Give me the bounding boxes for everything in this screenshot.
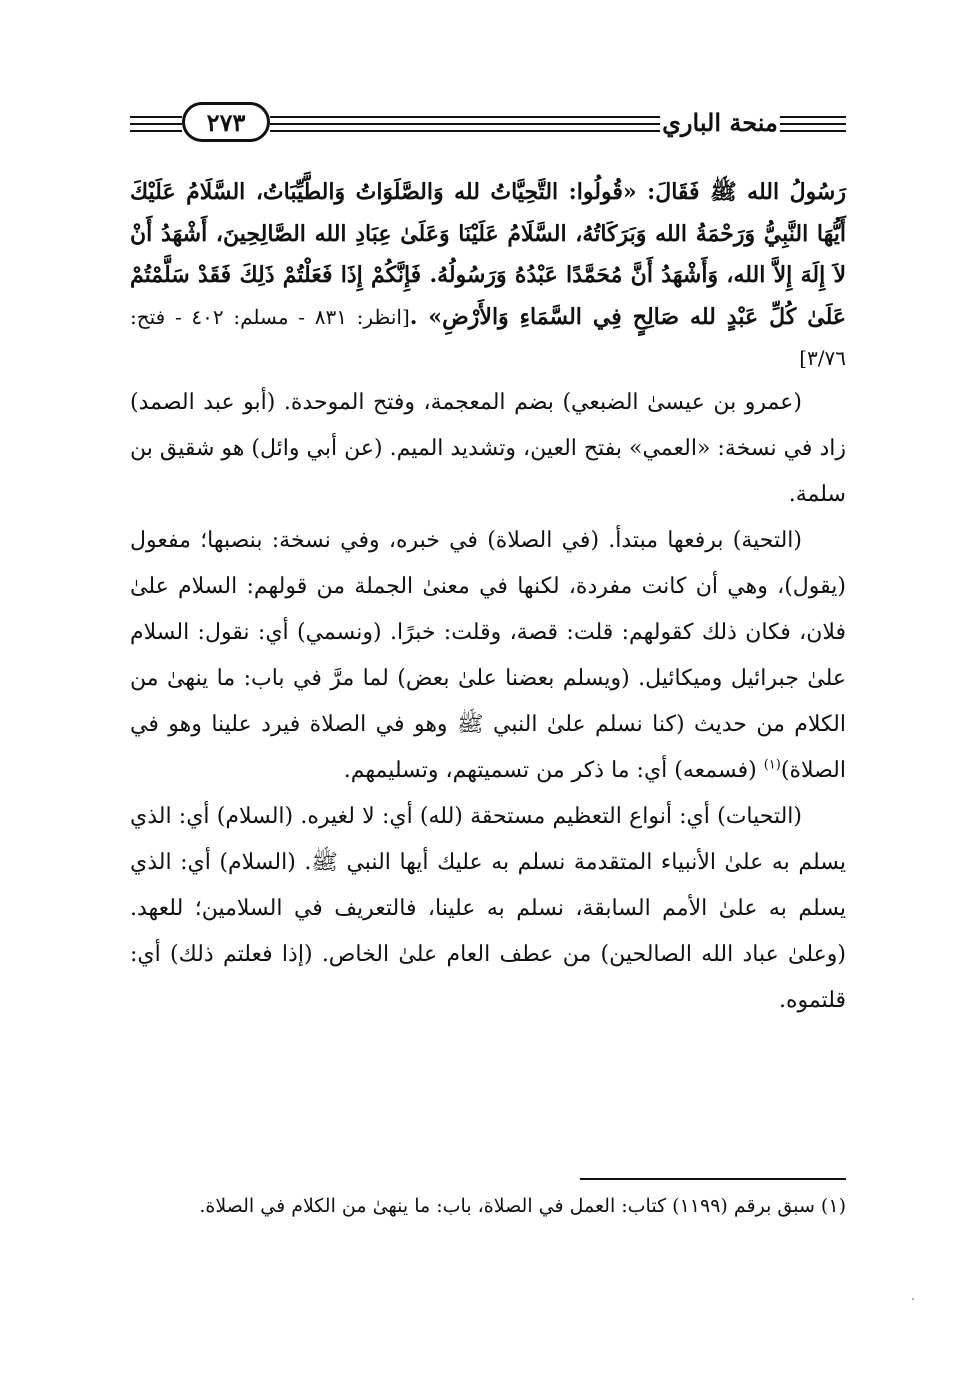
book-title: منحة الباري <box>662 107 778 137</box>
hadith-body: رَسُولُ الله ﷺ فَقَالَ: «قُولُوا: التَّحِيَّاتُ لله وَالصَّلَوَاتُ وَالطَّيِّبَاتُ، السَّلَامُ عَلَيْكَ أَيُّهَا النَّبِيُّ وَرَحْمَةُ الله وَبَرَكَاتُهُ، السَّلَامُ عَلَيْنَا وَعَلَىٰ عِبَادِ الله الصَّالِحِينَ، أَشْهَدُ أَنْ لاَ إِلَهَ إِلاَّ الله، وَأَشْهَدُ أَنَّ مُحَمَّدًا عَبْدُهُ وَرَسُولُهُ. فَإِنَّكُمْ إِذَا فَعَلْتُمْ ذَلِكَ فَقَدْ سَلَّمْتُمْ عَلَىٰ كُلِّ عَبْدٍ لله صَالِحٍ فِي السَّمَاءِ وَالأَرْضِ» . <box>130 179 847 330</box>
page-header <box>130 96 846 150</box>
commentary-paragraph <box>130 380 846 518</box>
header-rule <box>780 116 846 118</box>
footnote-marker[interactable]: (١) <box>763 757 781 773</box>
page-number: ٢٧٣ <box>182 102 270 142</box>
footnote: (١) سبق برقم (١١٩٩) كتاب: العمل في الصلاة، باب: ما ينهىٰ من الكلام في الصلاة. <box>199 1195 846 1217</box>
header-rule <box>130 123 182 125</box>
paragraph-text: (فسمعه) أي: ما ذكر من تسميتهم، وتسليمهم. <box>343 757 764 783</box>
scan-speck <box>912 1298 914 1300</box>
hadith-reference: [انظر: ٨٣١ - مسلم: ٤٠٢ - فتح: ٣/٧٦] <box>130 304 846 370</box>
header-rule <box>130 116 182 118</box>
paragraph-text: (التحية) برفعها مبتدأ. (في الصلاة) في خبره، وفي نسخة: بنصبها؛ مفعول (يقول)، وهي أن كانت مفردة، لكنها في معنىٰ الجملة من قولهم: السلام علىٰ فلان، فكان ذلك كقولهم: قلت: قصة، وقلت: خبرًا. (ونسمي) أي: نقول: السلام علىٰ جبرائيل وميكائيل. (ويسلم بعضنا علىٰ بعض) لما مرَّ في باب: ما ينهىٰ من الكلام من حديث (كنا نسلم علىٰ النبي ﷺ وهو في الصلاة فيرد علينا وهو في الصلاة) <box>130 527 846 783</box>
main-text <box>130 172 846 1024</box>
header-rule <box>780 130 846 132</box>
commentary-paragraph <box>130 518 846 794</box>
header-rule <box>780 123 846 125</box>
hadith-text <box>130 172 846 380</box>
paragraph-text: (عمرو بن عيسىٰ الضبعي) بضم المعجمة، وفتح الموحدة. (أبو عبد الصمد) زاد في نسخة: «العمي» بفتح العين، وتشديد الميم. (عن أبي وائل) هو شقيق بن سلمة. <box>130 389 846 507</box>
header-rule <box>270 116 660 118</box>
footnote-separator <box>580 1178 846 1180</box>
header-rule <box>270 123 660 125</box>
header-rule <box>130 130 182 132</box>
header-rule <box>270 130 660 132</box>
paragraph-text: (التحيات) أي: أنواع التعظيم مستحقة (لله) أي: لا لغيره. (السلام) أي: الذي يسلم به علىٰ الأنبياء المتقدمة نسلم به عليك أيها النبي ﷺ. (السلام) أي: الذي يسلم به علىٰ الأمم السابقة، نسلم به علينا، فالتعريف في السلامين؛ للعهد. (وعلىٰ عباد الله الصالحين) من عطف العام علىٰ الخاص. (إذا فعلتم ذلك) أي: قلتموه. <box>130 803 846 1013</box>
commentary-paragraph <box>130 794 846 1024</box>
